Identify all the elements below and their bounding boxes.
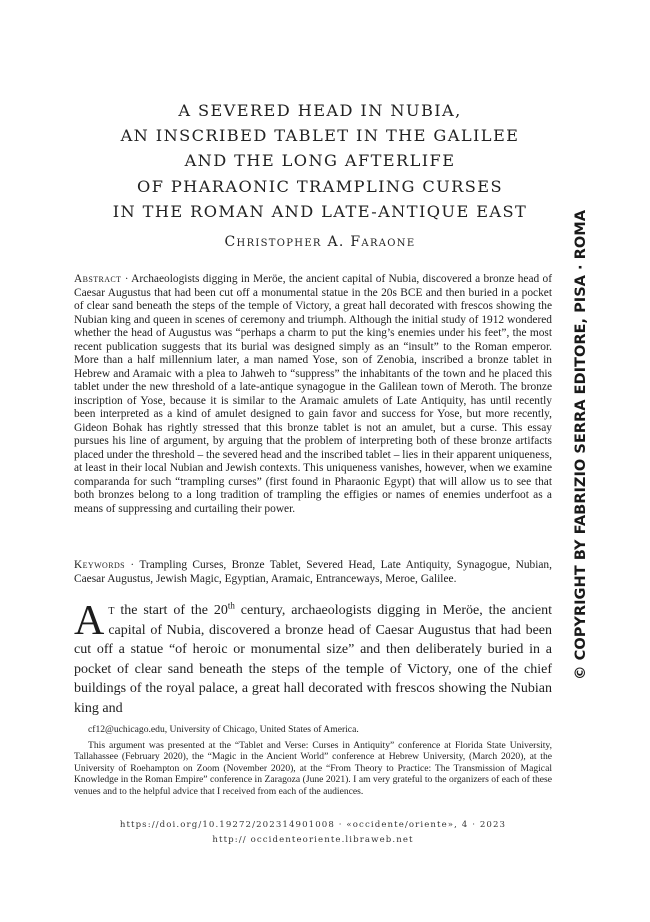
footnotes <box>74 724 552 798</box>
ordinal-superscript: th <box>227 600 235 611</box>
abstract-label: Abstract <box>74 273 122 285</box>
title-line: OF PHARAONIC TRAMPLING CURSES <box>137 176 503 196</box>
abstract-text: Archaeologists digging in Meröe, the ancient capital of Nubia, discovered a bronze head of Caesar Augustus that had been cut off a monumental statue in the 20s BCE and then buried in a pocket of clear sand beneath the steps of the temple of Victory, a great hall decorated with frescos showing the Nubian king and queen in scenes of ceremony and triumph. Although the initial study of 1912 wondered whether the head of Augustus was “perhaps a charm to put the king’s enemies under his feet”, the most recent publication suggests that its burial was designed simply as an “insult” to the Roman emperor. More than a half millennium later, a man named Yose, son of Zenobia, inscribed a bronze tablet in Hebrew and Aramaic with a plea to Jahweh to “suppress” the inhabitants of the town and he placed this tablet under the new threshold of a late-antique synagogue in the Galilean town of Meroth. The bronze inscription of Yose, because it is similar to the Aramaic amulets of Late Antiquity, has until recently been interpreted as a kind of amulet designed to gain favor and success for Yose, but more recently, Gideon Bohak has rightly stressed that this bronze tablet is not an amulet, but a curse. This essay pursues his line of argument, by arguing that the problem of interpreting both of these bronze artifacts placed under the threshold – the severed head and the inscribed tablet – lies in their apparent uniqueness, at least in their local Nubian and Jewish contexts. This uniqueness vanishes, however, when we examine comparanda for such “trampling curses” (first found in Pharaonic Egypt) that will allow us to see that both bronzes belong to a long tradition of trampling the effigies or names of enemies underfoot as a means of suppressing and curtailing their power. <box>74 273 552 515</box>
keywords-label: Keywords <box>74 559 125 571</box>
title-line: AND THE LONG AFTERLIFE <box>184 151 456 171</box>
journal-url[interactable]: http:// occidenteoriente.libraweb.net <box>212 835 414 845</box>
title-line: AN INSCRIBED TABLET IN THE GALILEE <box>120 126 520 146</box>
keywords-text: Trampling Curses, Bronze Tablet, Severed Head, Late Antiquity, Synagogue, Nubian, Caesar Augustus, Jewish Magic, Egyptian, Aramaic, Entranceways, Meroe, Galilee. <box>74 559 552 585</box>
doi-line[interactable]: https://doi.org/10.19272/202314901008 · «occidente/oriente», 4 · 2023 <box>119 820 507 830</box>
title-line: A SEVERED HEAD IN NUBIA, <box>178 101 462 120</box>
copyright-notice <box>567 210 594 680</box>
copyright-text: © COPYRIGHT BY FABRIZIO SERRA EDITORE, PISA · ROMA <box>573 212 589 680</box>
first-word-rest: t <box>108 603 115 618</box>
footnote-acknowledgement: This argument was presented at the “Tablet and Verse: Curses in Antiquity” conference at Florida State University, Tallahassee (February 2020), the “Magic in the Ancient World” conference at Hebrew University, (March 2020), at the University of Roehampton on Zoom (November 2020), at the “From Theory to Practice: The Transmission of Magical Knowledge in the Roman Empire” conference in Zaragoza (June 2021). I am very grateful to the organizers of each of these venues and to the helpful advice that I received from each of the audiences. <box>74 739 552 797</box>
title-line: IN THE ROMAN AND LATE-ANTIQUE EAST <box>112 201 528 221</box>
body-text-part2: century, archaeologists digging in Meröe, the ancient capital of Nubia, discovered a bronze head of Caesar Augustus that had been cut off a statue “of heroic or monumental size” and then deliberately buried in a pocket of clear sand beneath the steps of the temple of Victory, one of the chief buildings of the royal palace, a great hall decorated with frescos showing the Nubian king and <box>74 603 552 716</box>
keywords-separator: · <box>124 559 140 571</box>
abstract-separator: · <box>121 273 132 285</box>
abstract <box>74 273 552 516</box>
drop-cap: A <box>74 598 105 644</box>
article-title <box>60 98 580 224</box>
keywords <box>74 559 552 586</box>
footnote-affiliation: cf12@uchicago.edu, University of Chicago, United States of America. <box>88 724 359 735</box>
body-text-part1: the start of the 20 <box>114 603 228 618</box>
author-name: Christopher A. Faraone <box>224 234 416 250</box>
body-paragraph <box>74 598 552 719</box>
